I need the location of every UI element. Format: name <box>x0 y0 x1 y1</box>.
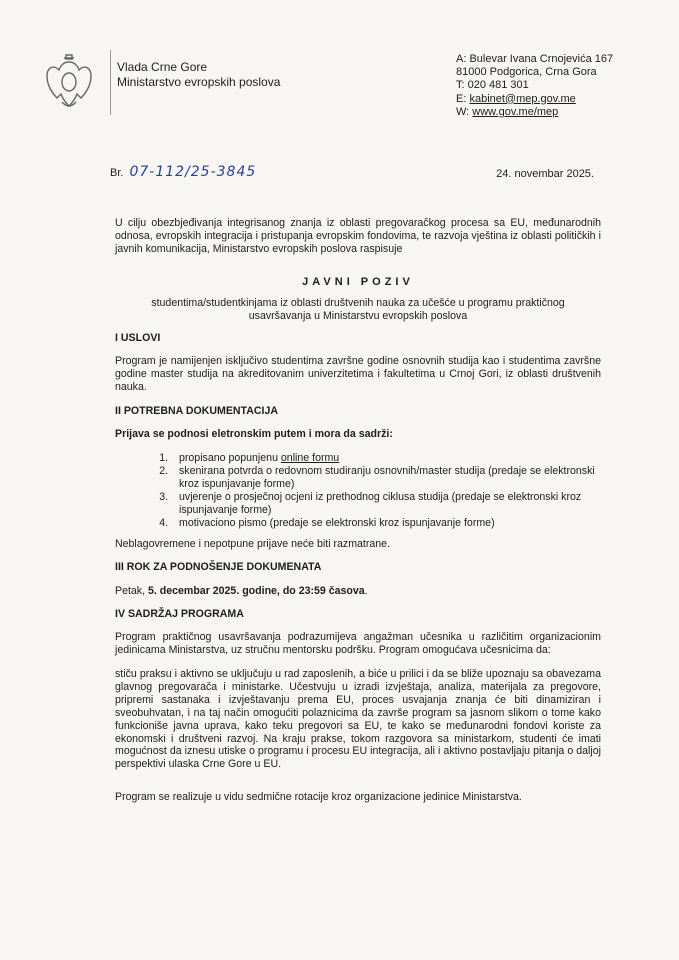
document-date: 24. novembar 2025. <box>496 168 594 180</box>
section-heading-uslovi: I USLOVI <box>115 332 161 344</box>
email-label: E: <box>456 92 470 105</box>
online-form-link[interactable]: online formu <box>280 452 340 464</box>
intro-paragraph: U cilju obezbjeđivanja integrisanog znanja iz oblasti pregovaračkog procesa sa EU, međunarodnih odnosa, evropskih integracija i pristupanja evropskim fondovima, te razvoja vještina iz oblasti političkih i javnih komunikacija, Ministarstvo evropskih poslova raspisuje <box>115 217 601 255</box>
email-link[interactable]: kabinet@mep.gov.me <box>469 92 576 105</box>
section-heading-rok: III ROK ZA PODNOŠENJE DOKUMENATA <box>115 561 322 573</box>
document-subtitle <box>115 297 601 323</box>
coat-of-arms-logo <box>44 52 94 114</box>
list-item: 4. motivaciono pismo (predaje se elektronski kroz ispunjavanje forme) <box>171 517 601 530</box>
header-divider <box>110 50 111 115</box>
section-heading-dokumentacija: II POTREBNA DOKUMENTACIJA <box>115 405 279 417</box>
section-heading-sadrzaj: IV SADRŽAJ PROGRAMA <box>115 608 244 620</box>
list-item: 2. skenirana potvrda o redovnom studiranju osnovnih/master studija (predaje se elektronski kroz ispunjavanje forme) <box>171 465 601 491</box>
reference-number <box>110 166 256 180</box>
incomplete-note: Neblagovremene i nepotpune prijave neće biti razmatrane. <box>115 538 391 550</box>
documentation-lead: Prijava se podnosi eletronskim putem i mora da sadrži: <box>115 428 393 440</box>
web-label: W: <box>456 105 473 118</box>
program-paragraph-2: stiču praksu i aktivno se uključuju u rad zaposlenih, a biće u prilici i da se bliže upoznaju sa obavezama glavnog pregovarača i ministarke. Učestvuju u izradi izvještaja, analiza, materijala za pregovore, pripremi sastanaka i izvještavanju prema EU, proces usvajanja znanja će biti dinamiziran i sveobuhvatan, i na taj način omogućiti polaznicima da završe program sa jasnom slikom o tome kako funkcioniše javna uprava, kako teku pregovori sa EU, te kako se međunarodni fondovi koriste za ekonomski i društveni razvoj. Na kraju prakse, tokom razgovora sa ministarkom, studenti će imati mogućnost da iznesu utiske o programu i procesu EU integracija, ali i aktivno postavljaju pitanja o daljoj perspektivi ulaska Crne Gore u EU. <box>115 668 601 771</box>
list-item: 1. propisano popunjenu online formu <box>171 452 601 465</box>
government-name: Vlada Crne Gore <box>117 60 208 74</box>
subtitle-line: usavršavanja u Ministarstvu evropskih poslova <box>248 309 468 322</box>
deadline: Petak, 5. decembar 2025. godine, do 23:59 časova. <box>115 585 368 597</box>
conditions-paragraph: Program je namijenjen isključivo studentima završne godine osnovnih studija kao i studentima završne godine master studija na akreditovanim univerzitetima i fakultetima u Crnoj Gori, iz oblasti društvenih nauka. <box>115 355 601 393</box>
list-item: 3. uvjerenje o prosječnoj ocjeni iz prethodnog ciklusa studija (predaje se elektronski kroz ispunjavanje forme) <box>171 491 601 517</box>
deadline-date: 5. decembar 2025. godine, do 23:59 časova <box>147 585 365 597</box>
organization-name <box>117 60 280 90</box>
web-link[interactable]: www.gov.me/mep <box>472 105 559 118</box>
city: 81000 Podgorica, Crna Gora <box>456 66 597 79</box>
phone: T: 020 481 301 <box>456 79 529 92</box>
document-title: JAVNI POZIV <box>302 276 414 288</box>
address: A: Bulevar Ivana Crnojevića 167 <box>456 53 614 65</box>
handwritten-number: 07-112/25-3845 <box>129 164 257 180</box>
contact-block <box>456 53 613 119</box>
ministry-name: Ministarstvo evropskih poslova <box>117 75 281 89</box>
subtitle-line: studentima/studentkinjama iz oblasti društvenih nauka za učešće u programu praktičnog <box>151 297 565 309</box>
program-paragraph-1: Program praktičnog usavršavanja podrazumijeva angažman učesnika u različitim organizacionim jedinicama Ministarstva, uz stručnu mentorsku podršku. Program omogućava učesnicima da: <box>115 631 601 656</box>
reference-label: Br. <box>110 167 124 179</box>
documents-list <box>115 452 601 529</box>
program-paragraph-3: Program se realizuje u vidu sedmične rotacije kroz organizacione jedinice Ministarstva. <box>115 791 522 803</box>
